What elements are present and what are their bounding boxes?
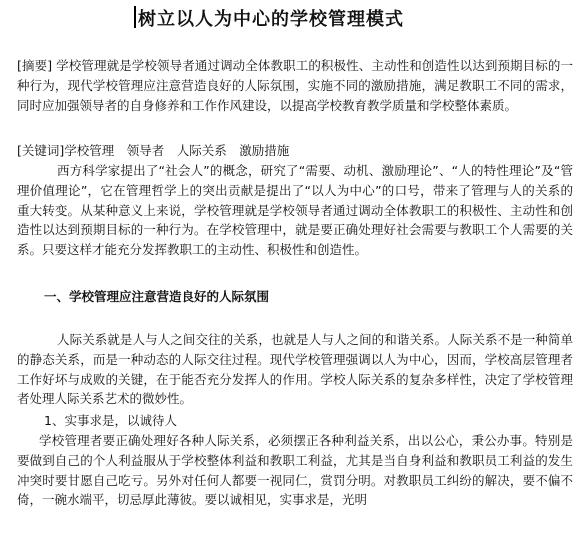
subsection1-paragraph: 学校管理者要正确处理好各种人际关系，必须摆正各种利益关系，出以公心，秉公办事。特别是要做到自己的个人利益服从于学校整体利益和教职工利益，尤其是当自身利益和教职员工利益的发生冲突时要甘愿自己吃亏。另外对任何人都要一视同仁，赏罚分明。对教职员工纠纷的解决，要不偏不倚，一碗水端平，切忌厚此薄彼。要以诚相见，实事求是，光明 (17, 433, 573, 508)
text-cursor (134, 6, 136, 28)
section1-paragraph: 人际关系就是人与人之间交往的关系，也就是人与人之间的和谐关系。人际关系不是一种简单的静态关系，而是一种动态的人际交往过程。现代学校管理强调以人为中心，因而，学校高层管理者工作好坏与成败的关键，在于能否充分发挥人的作用。学校人际关系的复杂多样性，决定了学校管理者处理人际关系艺术的微妙性。 (17, 332, 573, 407)
section1-heading: 一、学校管理应注意营造良好的人际氛围 (44, 289, 270, 304)
subsection1-heading: 1、实事求是，以诚待人 (44, 413, 177, 428)
intro-paragraph: 西方科学家提出了“社会人”的概念，研究了“需要、动机、激励理论”、“人的特性理论”及“管理价值理论”，它在管理哲学上的突出贡献是提出了“以人为中心”的口号，带来了管理与人的关系的重大转变。从某种意义上来说，学校管理就是学校领导者通过调动全体教职工的积极性、主动性和创造性以达到预期目标的一种行为。在学校管理中，就是要正确处理好社会需要与教职工个人需要的关系。只要这样才能充分发挥教职工的主动性、积极性和创造性。 (17, 163, 573, 258)
document-title: 树立以人为中心的学校管理模式 (138, 9, 404, 30)
abstract-paragraph: [摘要] 学校管理就是学校领导者通过调动全体教职工的积极性、主动性和创造性以达到预期目标的一种行为，现代学校管理应注意营造良好的人际氛围，实施不同的激励措施，满足教职工不同的需求，同时应加强领导者的自身修养和工作作风建设，以提高学校教育教学质量和学校整体素质。 (17, 58, 573, 113)
keywords-line: [关键词]学校管理 领导者 人际关系 激励措施 (17, 143, 290, 158)
